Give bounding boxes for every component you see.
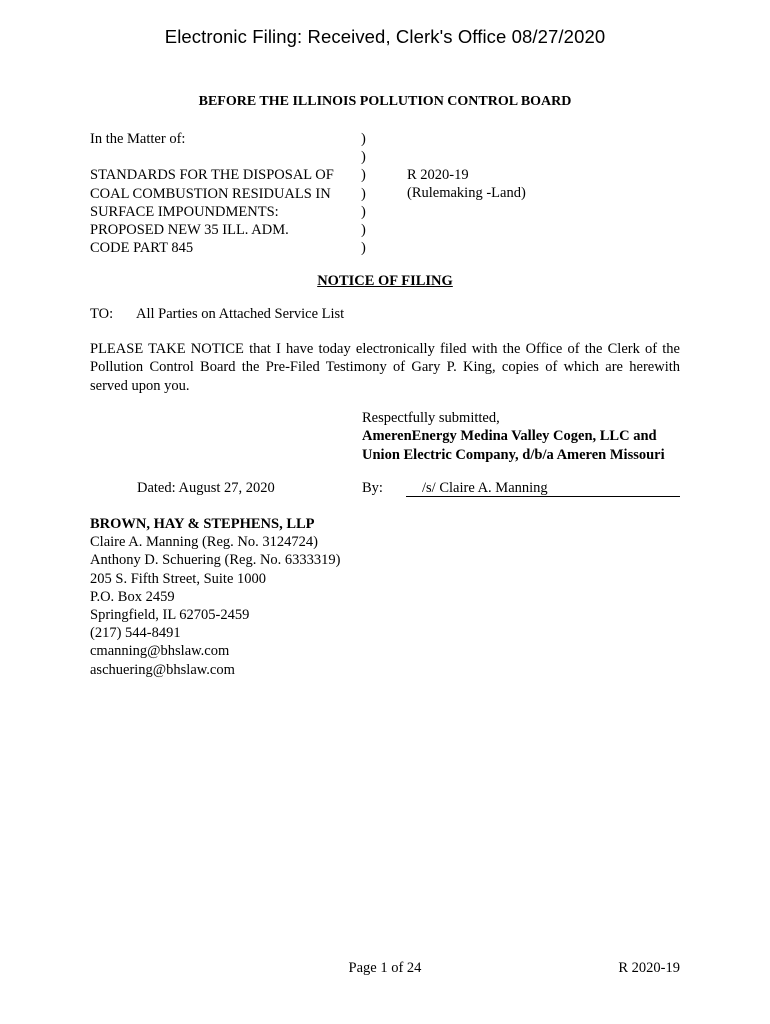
notice-body: PLEASE TAKE NOTICE that I have today electronically filed with the Office of the Clerk of the Pollution Control Board the Pre-Filed Testimony of Gary P. King, copies of which are herewith served upon you. <box>90 341 680 394</box>
caption-spacer <box>90 148 334 166</box>
firm-block <box>90 515 341 679</box>
caption-paren: ) <box>361 185 366 202</box>
signature-line: /s/ Claire A. Manning <box>406 480 680 497</box>
board-title: BEFORE THE ILLINOIS POLLUTION CONTROL BOARD <box>198 94 572 109</box>
to-value: All Parties on Attached Service List <box>136 306 345 322</box>
dated-line: Dated: August 27, 2020 <box>137 480 275 496</box>
by-label: By: <box>362 480 383 496</box>
caption-line: CODE PART 845 <box>90 240 194 257</box>
caption-right <box>407 166 526 202</box>
rulemaking-type: (Rulemaking -Land) <box>407 185 526 202</box>
footer-docket-number: R 2020-19 <box>618 960 680 976</box>
firm-line: Anthony D. Schuering (Reg. No. 6333319) <box>90 552 341 569</box>
firm-line: 205 S. Fifth Street, Suite 1000 <box>90 570 267 587</box>
in-the-matter-label: In the Matter of: <box>90 131 186 147</box>
caption-line: COAL COMBUSTION RESIDUALS IN <box>90 185 331 202</box>
caption-paren: ) <box>361 131 366 147</box>
caption-line: PROPOSED NEW 35 ILL. ADM. <box>90 222 289 238</box>
party-name-line: Union Electric Company, d/b/a Ameren Missouri <box>362 446 665 463</box>
caption-paren: ) <box>361 240 366 257</box>
caption-paren: ) <box>361 222 366 239</box>
caption-parens <box>361 130 366 257</box>
firm-name: BROWN, HAY & STEPHENS, LLP <box>90 516 315 532</box>
caption-line: SURFACE IMPOUNDMENTS: <box>90 203 279 220</box>
notice-title: NOTICE OF FILING <box>317 273 453 289</box>
caption-left <box>90 130 334 257</box>
docket-number: R 2020-19 <box>407 167 469 183</box>
page-number: Page 1 of 24 <box>348 960 422 976</box>
firm-line: (217) 544-8491 <box>90 625 181 642</box>
caption-line: STANDARDS FOR THE DISPOSAL OF <box>90 167 334 184</box>
party-name-line: AmerenEnergy Medina Valley Cogen, LLC and <box>362 428 657 445</box>
caption-paren: ) <box>361 149 366 166</box>
caption-paren: ) <box>361 203 366 220</box>
firm-line: Claire A. Manning (Reg. No. 3124724) <box>90 534 318 551</box>
firm-email: cmanning@bhslaw.com <box>90 643 230 660</box>
caption-paren: ) <box>361 167 366 184</box>
to-line <box>90 306 344 323</box>
firm-email: aschuering@bhslaw.com <box>90 661 235 678</box>
firm-line: P.O. Box 2459 <box>90 588 175 605</box>
respectfully-submitted: Respectfully submitted, <box>362 410 500 426</box>
firm-line: Springfield, IL 62705-2459 <box>90 607 250 624</box>
signature-block <box>362 409 665 464</box>
to-label: TO: <box>90 306 114 322</box>
electronic-filing-stamp: Electronic Filing: Received, Clerk's Office 08/27/2020 <box>164 26 606 47</box>
